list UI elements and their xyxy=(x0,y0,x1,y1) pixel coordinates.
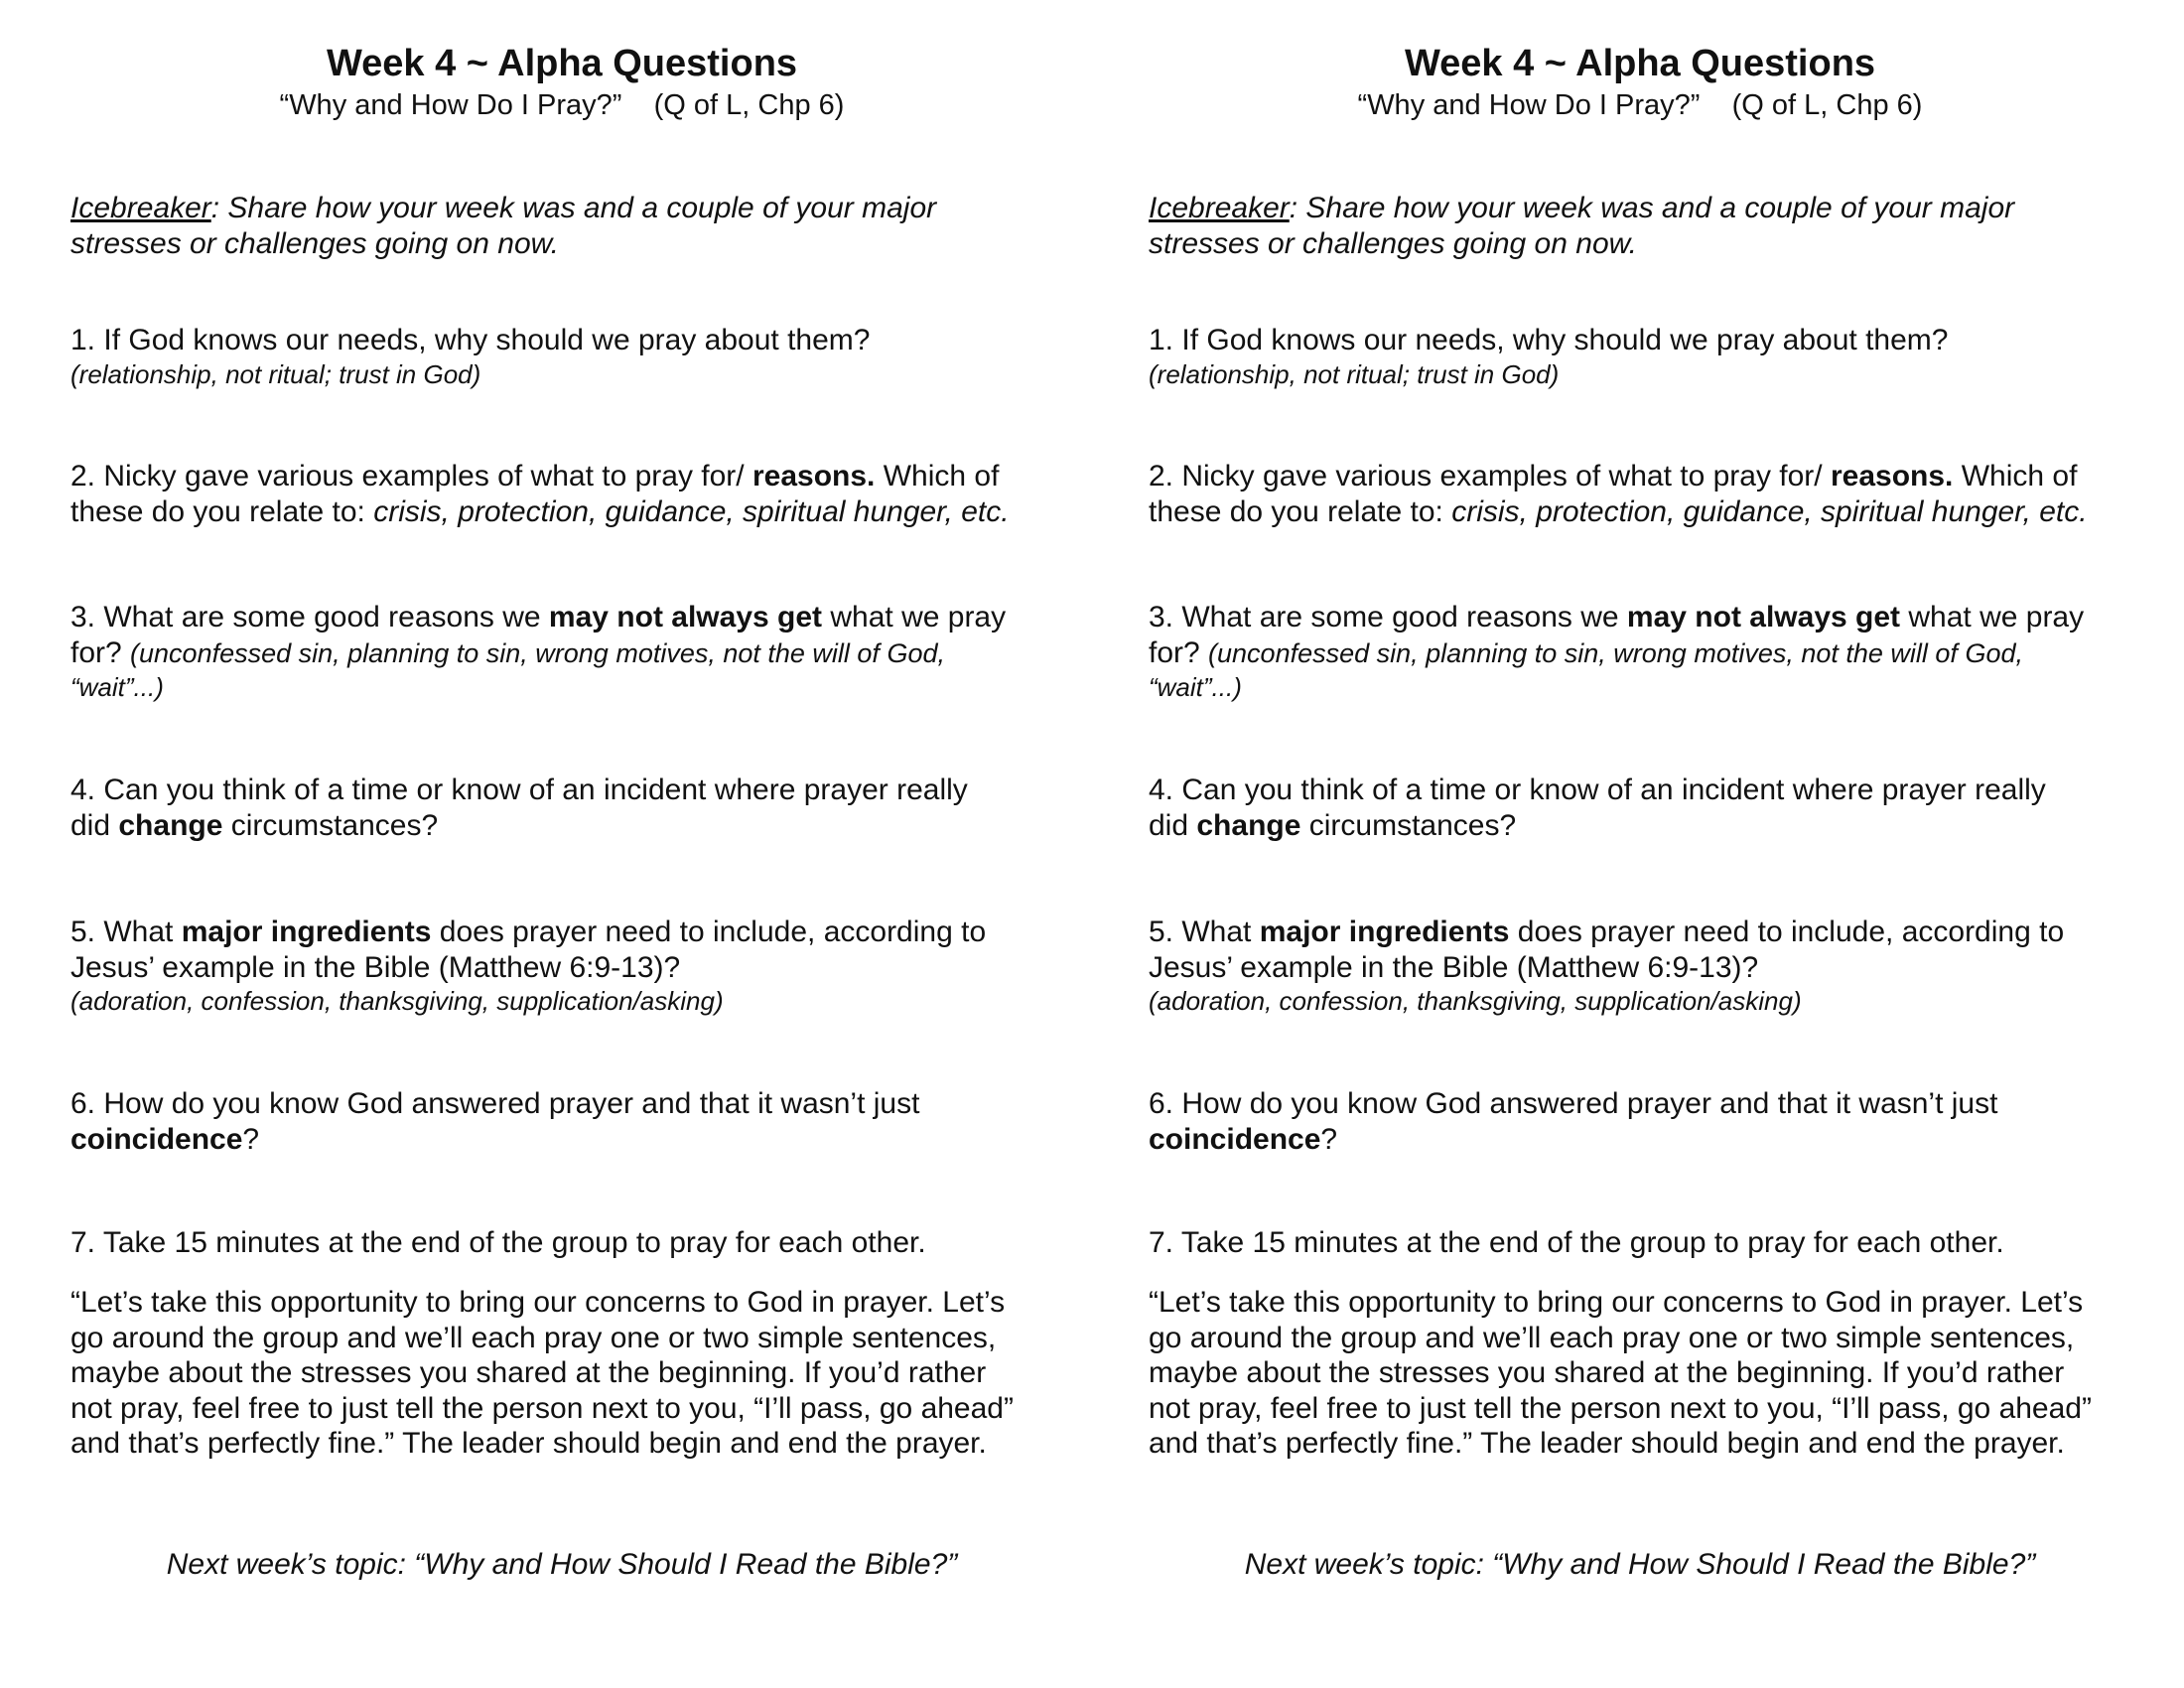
question-2-line2: these do you relate to: xyxy=(1149,494,1452,528)
icebreaker-text-line2: stresses or challenges going on now. xyxy=(70,226,559,260)
question-3-bold: may not always get xyxy=(548,601,823,633)
question-5 xyxy=(1149,914,2131,1017)
question-2-examples: crisis, protection, guidance, spiritual hunger, etc. xyxy=(1451,494,2088,528)
question-2 xyxy=(70,459,1053,529)
question-5 xyxy=(70,914,1053,1017)
question-6-bold: coincidence xyxy=(1149,1122,1321,1156)
quote-line: not pray, feel free to just tell the person next to you, “I’ll pass, go ahead” xyxy=(1149,1391,2092,1425)
next-week-topic: Next week’s topic: “Why and How Should I Read the Bible?” xyxy=(166,1548,958,1581)
icebreaker-label: Icebreaker xyxy=(1149,192,1290,224)
quote-line: go around the group and we’ll each pray one or two simple sentences, xyxy=(1149,1321,2075,1354)
question-3-text-end: what we pray xyxy=(1900,601,2085,633)
question-5-note: (adoration, confession, thanksgiving, supplication/asking) xyxy=(70,986,724,1016)
question-7 xyxy=(1149,1225,2131,1261)
icebreaker-text-line2: stresses or challenges going on now. xyxy=(1149,226,1637,260)
prayer-quote xyxy=(70,1285,1053,1462)
page-title: Week 4 ~ Alpha Questions xyxy=(1404,43,1876,84)
question-3-bold: may not always get xyxy=(1626,601,1901,633)
prayer-quote xyxy=(1149,1285,2131,1462)
question-4-line2: did xyxy=(1149,808,1197,842)
question-2-line2: these do you relate to: xyxy=(70,494,374,528)
page-subtitle: “Why and How Do I Pray?” (Q of L, Chp 6) xyxy=(1357,89,1923,121)
question-2-text-end: Which of xyxy=(875,460,1000,492)
handout-left xyxy=(70,0,1053,1688)
question-6-text: 6. How do you know God answered prayer and that it wasn’t just xyxy=(1149,1087,1998,1120)
question-1-note: (relationship, not ritual; trust in God) xyxy=(70,358,481,389)
question-7-text: 7. Take 15 minutes at the end of the group to pray for each other. xyxy=(70,1226,926,1259)
question-4-line2-end: circumstances? xyxy=(222,808,439,842)
question-6-text: 6. How do you know God answered prayer and that it wasn’t just xyxy=(70,1087,920,1120)
question-3-line2: for? xyxy=(1149,635,1209,669)
quote-line: and that’s perfectly fine.” The leader should begin and end the prayer. xyxy=(70,1427,987,1460)
page-subtitle: “Why and How Do I Pray?” (Q of L, Chp 6) xyxy=(279,89,845,121)
question-3-note: (unconfessed sin, planning to sin, wrong motives, not the will of God, xyxy=(130,637,945,668)
question-5-bold: major ingredients xyxy=(181,915,432,948)
question-5-line2: Jesus’ example in the Bible (Matthew 6:9-13)? xyxy=(1149,950,1759,984)
question-6 xyxy=(70,1086,1053,1157)
question-5-bold: major ingredients xyxy=(1259,915,1510,948)
question-4-text: 4. Can you think of a time or know of an incident where prayer really xyxy=(1149,774,2046,806)
question-3 xyxy=(1149,600,2131,703)
handout-right xyxy=(1149,0,2131,1688)
question-7 xyxy=(70,1225,1053,1261)
question-5-line2: Jesus’ example in the Bible (Matthew 6:9-13)? xyxy=(70,950,681,984)
question-6-end: ? xyxy=(242,1122,260,1156)
quote-line: maybe about the stresses you shared at the beginning. If you’d rather xyxy=(70,1356,987,1389)
question-2 xyxy=(1149,459,2131,529)
question-2-text: 2. Nicky gave various examples of what to pray for/ xyxy=(1149,460,1831,492)
quote-line: maybe about the stresses you shared at the beginning. If you’d rather xyxy=(1149,1356,2065,1389)
question-3-note-line2: “wait”...) xyxy=(1149,672,1242,702)
icebreaker-text: Share how your week was and a couple of your major xyxy=(1305,192,2015,224)
question-3 xyxy=(70,600,1053,703)
question-4-bold: change xyxy=(118,808,223,842)
question-1 xyxy=(70,323,1053,390)
question-1-text: 1. If God knows our needs, why should we pray about them? xyxy=(1149,324,1949,356)
icebreaker-colon: : xyxy=(210,192,228,224)
question-3-text-end: what we pray xyxy=(822,601,1007,633)
quote-line: “Let’s take this opportunity to bring our concerns to God in prayer. Let’s xyxy=(70,1286,1006,1319)
question-5-text: 5. What xyxy=(1149,915,1260,948)
question-6 xyxy=(1149,1086,2131,1157)
quote-line: not pray, feel free to just tell the person next to you, “I’ll pass, go ahead” xyxy=(70,1391,1014,1425)
question-2-text: 2. Nicky gave various examples of what to pray for/ xyxy=(70,460,752,492)
question-3-note: (unconfessed sin, planning to sin, wrong motives, not the will of God, xyxy=(1208,637,2023,668)
question-5-text-end: does prayer need to include, according to xyxy=(1509,915,2065,948)
question-2-bold: reasons. xyxy=(1830,460,1954,492)
question-1-text: 1. If God knows our needs, why should we pray about them? xyxy=(70,324,871,356)
question-3-text: 3. What are some good reasons we xyxy=(1149,601,1627,633)
icebreaker-text: Share how your week was and a couple of your major xyxy=(227,192,937,224)
question-3-note-line2: “wait”...) xyxy=(70,672,164,702)
question-3-line2: for? xyxy=(70,635,131,669)
question-4-bold: change xyxy=(1196,808,1301,842)
page-title: Week 4 ~ Alpha Questions xyxy=(326,43,798,84)
question-5-note: (adoration, confession, thanksgiving, supplication/asking) xyxy=(1149,986,1802,1016)
question-4-line2: did xyxy=(70,808,119,842)
quote-line: and that’s perfectly fine.” The leader should begin and end the prayer. xyxy=(1149,1427,2065,1460)
icebreaker-label: Icebreaker xyxy=(70,192,211,224)
question-4-text: 4. Can you think of a time or know of an incident where prayer really xyxy=(70,774,968,806)
quote-line: go around the group and we’ll each pray one or two simple sentences, xyxy=(70,1321,997,1354)
icebreaker xyxy=(70,191,1053,261)
question-4 xyxy=(70,773,1053,843)
question-4-line2-end: circumstances? xyxy=(1300,808,1517,842)
question-2-bold: reasons. xyxy=(751,460,876,492)
next-week-topic: Next week’s topic: “Why and How Should I Read the Bible?” xyxy=(1244,1548,2036,1581)
question-5-text-end: does prayer need to include, according to xyxy=(431,915,987,948)
question-7-text: 7. Take 15 minutes at the end of the group to pray for each other. xyxy=(1149,1226,2004,1259)
icebreaker-colon: : xyxy=(1289,192,1306,224)
question-4 xyxy=(1149,773,2131,843)
question-2-text-end: Which of xyxy=(1953,460,2078,492)
icebreaker xyxy=(1149,191,2131,261)
question-1 xyxy=(1149,323,2131,390)
quote-line: “Let’s take this opportunity to bring our concerns to God in prayer. Let’s xyxy=(1149,1286,2084,1319)
question-1-note: (relationship, not ritual; trust in God) xyxy=(1149,358,1560,389)
question-5-text: 5. What xyxy=(70,915,182,948)
question-3-text: 3. What are some good reasons we xyxy=(70,601,549,633)
question-6-end: ? xyxy=(1320,1122,1338,1156)
question-6-bold: coincidence xyxy=(70,1122,243,1156)
question-2-examples: crisis, protection, guidance, spiritual hunger, etc. xyxy=(373,494,1010,528)
